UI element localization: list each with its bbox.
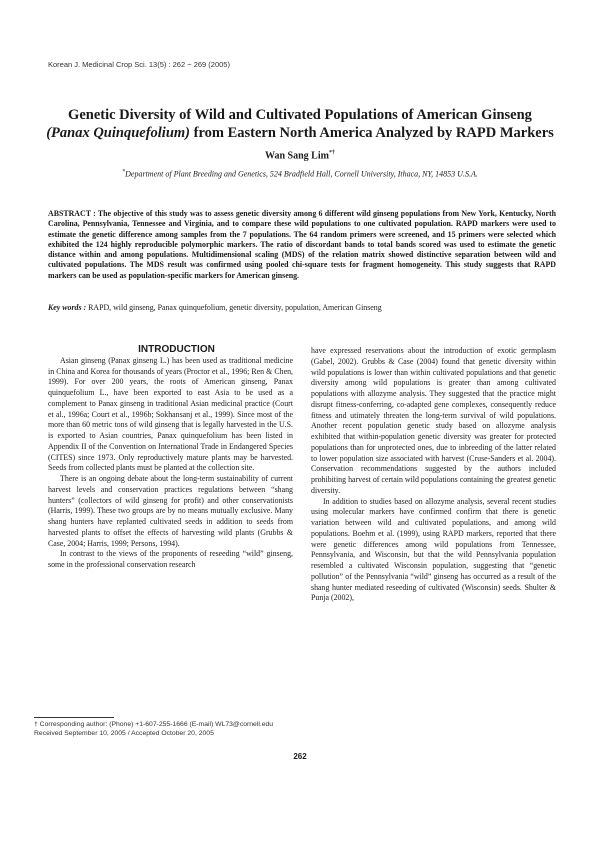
abstract: ABSTRACT : The objective of this study was to assess genetic diversity among 6 different wild ginseng populations from New York, Kentucky, North Carolina, Pennsylvania, Tennessee and Virginia, and to compare these wild populations to one cultivated population. RAPD markers were used to estimate the genetic difference among samples from the 7 populations. The 64 random primers were screened, and 15 primers were selected which exhibited the 124 highly reproducible polymorphic markers. The ratio of discordant bands to total bands scored was used to estimate the genetic distance within and among populations. Multidimensional scaling (MDS) of the relation matrix showed distinctive separation between wild and cultivated populations. The MDS result was confirmed using pooled chi-square tests for fragment homogeneity. This study suggests that RAPD markers can be used as population-specific markers for American ginseng. [48,209,556,280]
title-species: (Panax Quinquefolium) [46,125,190,141]
intro-paragraph-2: There is an ongoing debate about the long-term sustainability of current harvest levels and conservation practices regulations between “shang hunters” (collectors of wild ginseng for profit) and other conservationists (Harris, 1999). These two groups are by no means mutually exclusive. Many shang hunters have replanted cultivated seeds in addition to seeds from harvested plants to offset the effects of harvesting wild plants (Grubbs & Case, 2004; Harris, 1999; Persons, 1994). [48,474,293,548]
keywords [48,303,556,312]
affiliation-mark: * [122,169,126,175]
corresponding-author: † Corresponding author: (Phone) +1-607-255-1666 (E-mail) WL73@cornell.edu [34,721,274,728]
right-column [311,346,556,604]
footnote [34,720,273,738]
author-name: Wan Sang Lim*† [265,150,335,162]
intro-paragraph-4: In addition to studies based on allozyme analysis, several recent studies using molecular markers have confirmed confirm that there is genetic variation between wild and cultivated populations, and among wild populations. Boehm et al. (1999), using RAPD markers, reported that there were genetic differences among wild populations from Tennessee, Pennsylvania, and Wisconsin, but that the wild Pennsylvania population resembled a cultivated Wisconsin population, suggesting that “genetic pollution” of the Pennsylvania “wild” ginseng has occurred as a result of the shang hunter mediated reseeding of cultivated (Wisconsin) seeds. Shulter & Punja (2002), [311,496,556,603]
left-column [48,345,293,571]
footnote-divider [34,717,114,718]
intro-paragraph-3: In contrast to the views of the proponents of reseeding “wild” ginseng, some in the professional conservation research [48,549,293,569]
title-line-1: Genetic Diversity of Wild and Cultivated Populations of American Ginseng [68,107,532,123]
received-dates: Received September 10, 2005 / Accepted October 20, 2005 [34,730,214,737]
keywords-label: Key words : [48,303,87,312]
affiliation: *Department of Plant Breeding and Genetics, 524 Bradfield Hall, Cornell University, Ithaca, NY, 14853 U.S.A. [122,169,478,179]
section-heading-introduction: INTRODUCTION [138,344,215,355]
paper-title [40,106,560,142]
intro-paragraph-3-cont: have expressed reservations about the introduction of exotic germplasm (Gabel, 2002). Grubbs & Case (2004) found that genetic diversity within wild populations is lower than within cultivated populations and that genetic diversity among wild populations is greater than among cultivated populations with allozyme analysis. They suggested that the practice might disrupt fitness-conferring, co-adapted gene complexes, consequently reduce fitness and utimately threaten the long-term survival of wild populations. Another recent population genetic study based on allozyme analysis exhibited that within-population genetic diversity was greater for protected populations than for unprotected ones, due to inbreeding of the latter related to lower population size associated with harvest (Cruse-Sanders et al. 2004). Conservation recommendations suggested by the authors included prohibiting harvest of certain wild populations containing the greatest genetic diversity. [311,346,556,495]
page-number: 262 [293,752,307,761]
title-line-2: from Eastern North America Analyzed by RAPD Markers [190,125,554,141]
keywords-list: RAPD, wild ginseng, Panax quinquefolium, genetic diversity, population, American Ginseng [86,303,382,312]
journal-citation: Korean J. Medicinal Crop Sci. 13(5) : 262 − 269 (2005) [48,60,230,69]
intro-paragraph-1: Asian ginseng (Panax ginseng L.) has been used as traditional medicine in China and Korea for thousands of years (Proctor et al., 1996; Ren & Chen, 1999). For over 200 years, the roots of American ginseng, Panax quinquefolium L., have been exported to east Asia to be used as a complement to Panax ginseng in traditional Asian medicinal practice (Court et al., 1996a; Court et al., 1996b; Sokhansanj et al., 1999). Since most of the more than 60 metric tons of wild ginseng that is legally harvested in the U.S. is exported to Asian countries, Panax quinquefolium has been listed in Appendix II of the Convention on International Trade in Endangered Species (CITES) since 1973. Only reproductively mature plants may be harvested. Seeds from collected plants must be planted at the collection site. [48,355,293,473]
author-marks: *† [328,150,335,156]
